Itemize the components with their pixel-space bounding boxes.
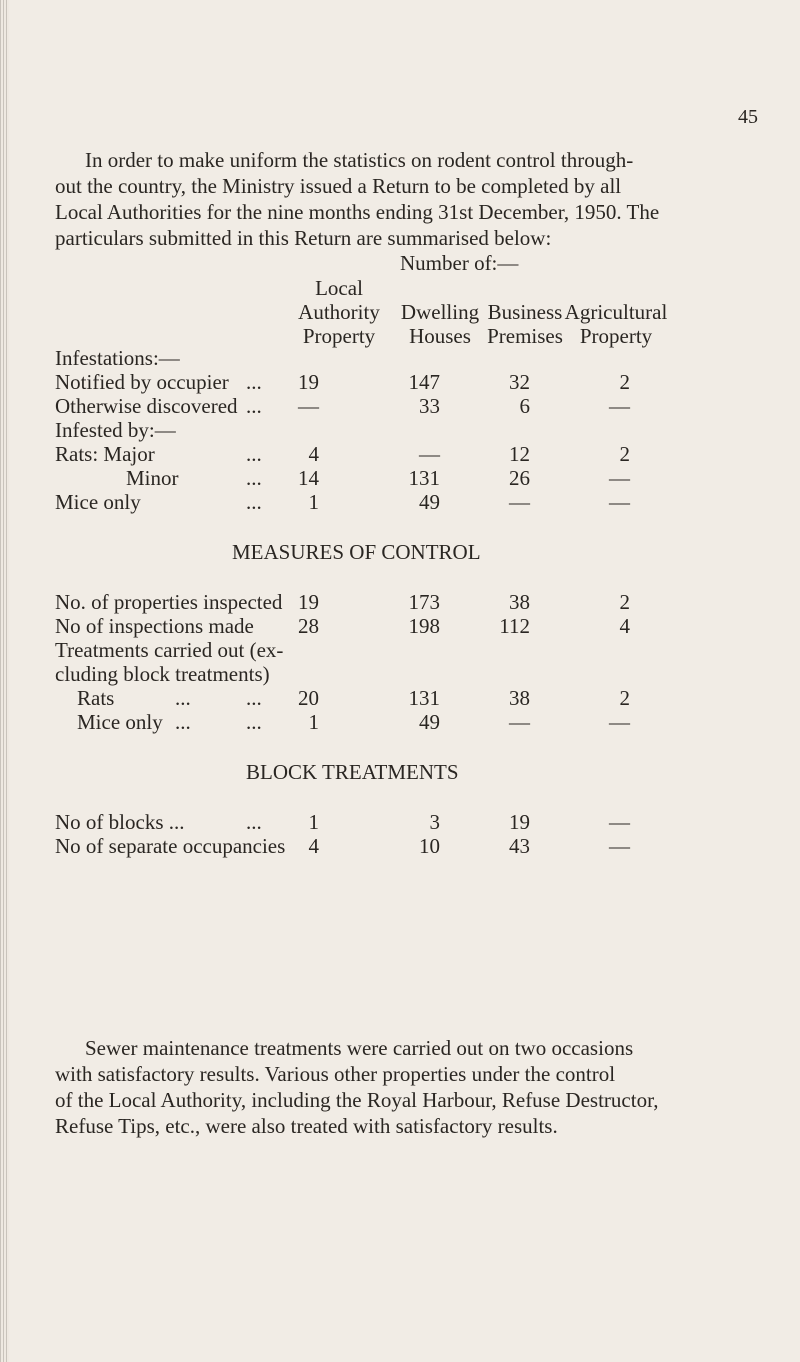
cell-dwelling: — [419, 442, 440, 466]
row-label: Rats: Major [55, 442, 155, 466]
cell-business: — [509, 490, 530, 514]
cell-agricultural: 2 [619, 370, 630, 394]
page-number: 45 [738, 106, 758, 128]
measures-heading: MEASURES OF CONTROL [232, 540, 481, 564]
header-business-l2: Premises [487, 324, 563, 348]
row-label: No of inspections made [55, 614, 254, 638]
intro-line: Local Authorities for the nine months ending 31st December, 1950. The [55, 200, 660, 224]
cell-local: 28 [298, 614, 319, 638]
cell-local: 1 [308, 710, 319, 734]
cell-dwelling: 10 [419, 834, 440, 858]
cell-local: 4 [308, 442, 319, 466]
closing-line: of the Local Authority, including the Royal Harbour, Refuse Destructor, [55, 1088, 659, 1112]
cell-dwelling: 49 [419, 490, 440, 514]
cell-agricultural: — [609, 834, 630, 858]
cell-business: — [509, 710, 530, 734]
cell-agricultural: 2 [619, 590, 630, 614]
row-dots: ... [246, 490, 262, 514]
infested-by-label: Infested by:— [55, 418, 176, 442]
cell-dwelling: 198 [408, 614, 440, 638]
row-label: Notified by occupier [55, 370, 229, 394]
cell-agricultural: — [609, 490, 630, 514]
cell-local: 19 [298, 590, 319, 614]
cell-local: 20 [298, 686, 319, 710]
cell-local: 1 [308, 810, 319, 834]
cell-agricultural: — [609, 394, 630, 418]
row-dots: ... [246, 442, 262, 466]
cell-business: 6 [519, 394, 530, 418]
row-label: No. of properties inspected [55, 590, 283, 614]
cell-local: 1 [308, 490, 319, 514]
row-label: No of blocks ... [55, 810, 185, 834]
header-dwelling-l2: Houses [409, 324, 471, 348]
row-label: No of separate occupancies [55, 834, 286, 858]
cell-dwelling: 131 [408, 466, 440, 490]
row-dots: ... [246, 466, 262, 490]
row-label: Minor [126, 466, 179, 490]
closing-paragraph [55, 1035, 755, 1139]
closing-line: Refuse Tips, etc., were also treated with satisfactory results. [55, 1114, 558, 1138]
cell-business: 32 [509, 370, 530, 394]
row-dots: ... [246, 810, 262, 834]
cell-dwelling: 33 [419, 394, 440, 418]
cell-business: 12 [509, 442, 530, 466]
cell-business: 38 [509, 686, 530, 710]
cell-dwelling: 173 [408, 590, 440, 614]
header-local-l3: Property [302, 324, 376, 348]
cell-agricultural: 2 [619, 442, 630, 466]
closing-line: Sewer maintenance treatments were carried out on two occasions [85, 1036, 634, 1060]
header-dwelling-l1: Dwelling [400, 300, 480, 324]
closing-line: with satisfactory results. Various other properties under the control [55, 1062, 616, 1086]
header-agricultural-l2: Property [579, 324, 653, 348]
intro-line: out the country, the Ministry issued a Return to be completed by all [55, 174, 622, 198]
cell-local: 14 [298, 466, 319, 490]
cell-business: 26 [509, 466, 530, 490]
cell-local: — [298, 394, 319, 418]
cell-business: 38 [509, 590, 530, 614]
header-business-l1: Business [487, 300, 563, 324]
row-dots: ... [246, 370, 262, 394]
number-of-heading: Number of:— [400, 251, 519, 275]
cell-business: 43 [509, 834, 530, 858]
intro-line: particulars submitted in this Return are summarised below: [55, 226, 552, 250]
row-label: Mice only [55, 490, 141, 514]
treatments-label-line2: cluding block treatments) [55, 662, 270, 686]
treatments-label-line1: Treatments carried out (ex- [55, 638, 284, 662]
header-agricultural-l1: Agricultural [564, 300, 668, 324]
cell-dwelling: 131 [408, 686, 440, 710]
header-local-l2: Authority [298, 300, 380, 324]
block-heading: BLOCK TREATMENTS [246, 760, 459, 784]
cell-business: 112 [499, 614, 530, 638]
row-dots: ... [175, 686, 191, 710]
row-label: Otherwise discovered [55, 394, 238, 418]
cell-agricultural: — [609, 810, 630, 834]
header-local-l1: Local [315, 276, 363, 300]
intro-paragraph [55, 147, 755, 251]
row-label: Mice only [77, 710, 163, 734]
cell-agricultural: — [609, 710, 630, 734]
row-dots: ... [246, 394, 262, 418]
cell-dwelling: 49 [419, 710, 440, 734]
cell-agricultural: 2 [619, 686, 630, 710]
row-dots: ... [175, 710, 191, 734]
infestations-label: Infestations:— [55, 346, 180, 370]
intro-line: In order to make uniform the statistics on rodent control through- [85, 148, 634, 172]
cell-dwelling: 147 [408, 370, 440, 394]
cell-business: 19 [509, 810, 530, 834]
row-label: Rats [77, 686, 115, 710]
cell-agricultural: — [609, 466, 630, 490]
cell-agricultural: 4 [619, 614, 630, 638]
cell-dwelling: 3 [429, 810, 440, 834]
row-dots: ... [246, 710, 262, 734]
cell-local: 19 [298, 370, 319, 394]
row-dots: ... [246, 686, 262, 710]
cell-local: 4 [308, 834, 319, 858]
page-binding-edge [0, 0, 9, 1362]
